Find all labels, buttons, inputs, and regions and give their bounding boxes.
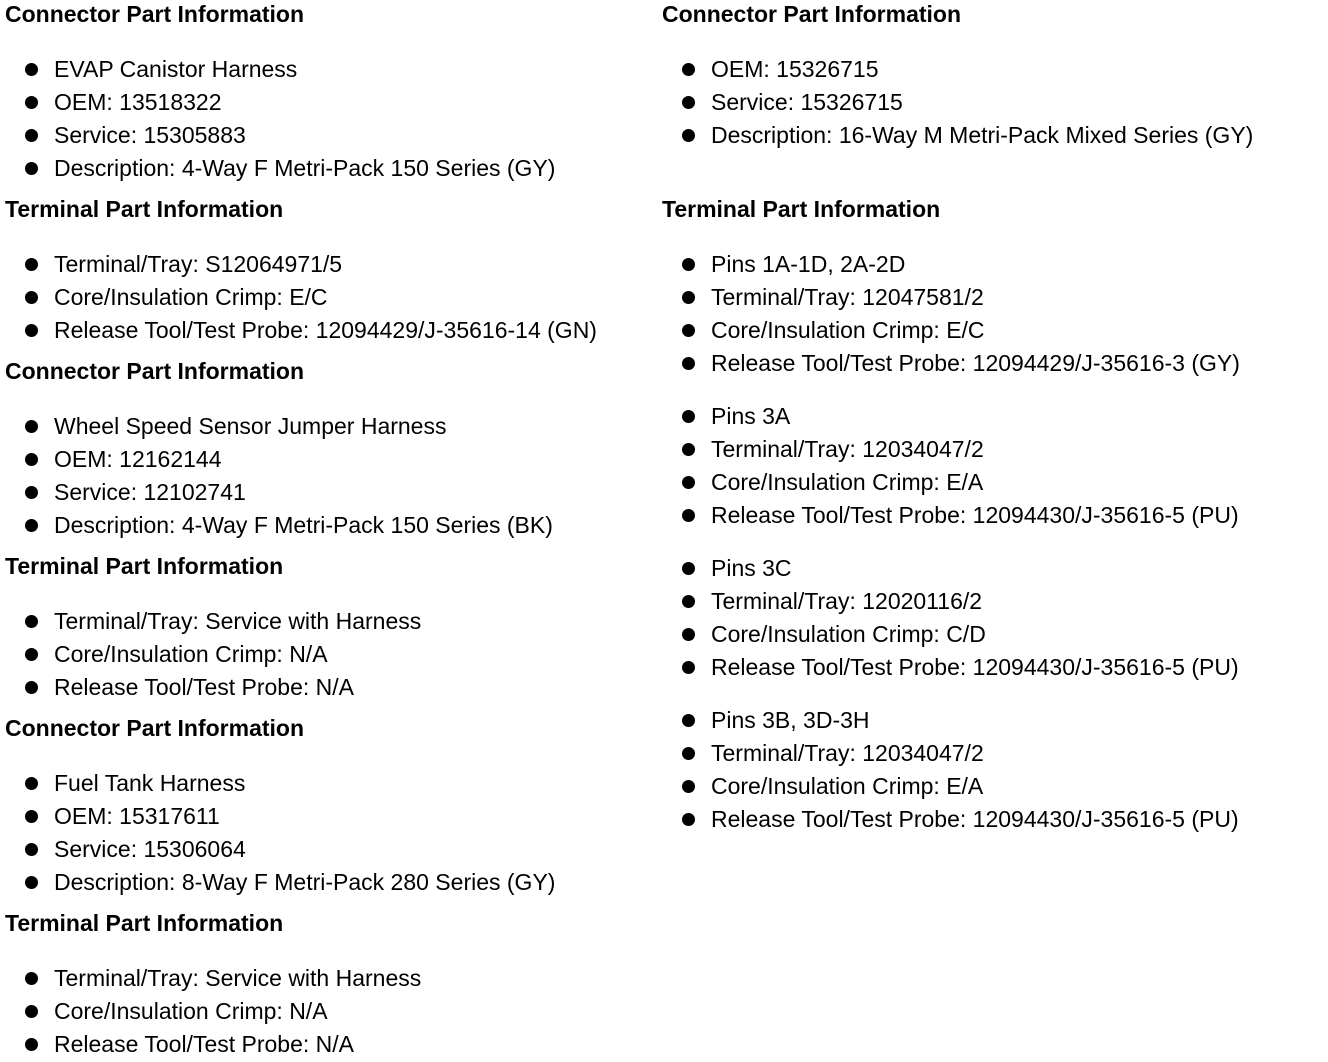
list-item: Core/Insulation Crimp: E/A [662,466,1322,499]
terminal-section-fuel-tank [5,909,665,1061]
bullet-list [5,962,665,1061]
bullet-list [5,248,665,347]
connector-section-fuel-tank [5,714,665,899]
list-item: Service: 12102741 [5,476,665,509]
list-item: Service: 15326715 [662,86,1322,119]
pin-group-list [662,400,1322,532]
list-item: EVAP Canistor Harness [5,53,665,86]
list-item: Release Tool/Test Probe: N/A [5,1028,665,1061]
terminal-section-evap [5,195,665,347]
section-heading: Terminal Part Information [5,196,284,222]
connector-section-evap [5,0,665,185]
list-item: Description: 8-Way F Metri-Pack 280 Series (GY) [5,866,665,899]
list-item: Description: 4-Way F Metri-Pack 150 Series (GY) [5,152,665,185]
list-item: Release Tool/Test Probe: 12094429/J-35616-3 (GY) [662,347,1322,380]
list-item: OEM: 12162144 [5,443,665,476]
pin-group-list [662,552,1322,684]
list-item: Service: 15306064 [5,833,665,866]
list-item: Release Tool/Test Probe: 12094429/J-35616-14 (GN) [5,314,665,347]
list-item: Terminal/Tray: S12064971/5 [5,248,665,281]
section-heading: Terminal Part Information [5,910,284,936]
list-item: Release Tool/Test Probe: 12094430/J-35616-5 (PU) [662,651,1322,684]
connector-section-16-way [662,0,1322,152]
list-item: Release Tool/Test Probe: 12094430/J-35616-5 (PU) [662,499,1322,532]
section-heading: Terminal Part Information [662,196,941,222]
list-item: Terminal/Tray: 12034047/2 [662,737,1322,770]
left-column [5,0,665,1061]
section-heading: Connector Part Information [5,1,305,27]
list-item: Release Tool/Test Probe: 12094430/J-35616-5 (PU) [662,803,1322,836]
bullet-list [5,53,665,185]
list-item: Pins 3B, 3D-3H [662,704,1322,737]
list-item: Terminal/Tray: Service with Harness [5,962,665,995]
list-item: Release Tool/Test Probe: N/A [5,671,665,704]
pin-group-list [662,704,1322,836]
list-item: OEM: 15317611 [5,800,665,833]
section-heading: Terminal Part Information [5,553,284,579]
list-item: Core/Insulation Crimp: E/C [5,281,665,314]
bullet-list [662,53,1322,152]
list-item: Core/Insulation Crimp: C/D [662,618,1322,651]
list-item: Core/Insulation Crimp: E/C [662,314,1322,347]
list-item: Terminal/Tray: 12034047/2 [662,433,1322,466]
list-item: Terminal/Tray: Service with Harness [5,605,665,638]
list-item: OEM: 15326715 [662,53,1322,86]
list-item: OEM: 13518322 [5,86,665,119]
list-item: Pins 3A [662,400,1322,433]
bullet-list [5,410,665,542]
list-item: Core/Insulation Crimp: E/A [662,770,1322,803]
list-item: Fuel Tank Harness [5,767,665,800]
list-item: Core/Insulation Crimp: N/A [5,995,665,1028]
terminal-section-16-way [662,195,1322,836]
right-column [662,0,1322,836]
section-heading: Connector Part Information [5,715,305,741]
list-item: Pins 3C [662,552,1322,585]
list-item: Service: 15305883 [5,119,665,152]
pin-group-list [662,248,1322,380]
section-heading: Connector Part Information [662,1,962,27]
list-item: Terminal/Tray: 12020116/2 [662,585,1322,618]
list-item: Description: 16-Way M Metri-Pack Mixed Series (GY) [662,119,1322,152]
terminal-section-wheel-speed [5,552,665,704]
list-item: Pins 1A-1D, 2A-2D [662,248,1322,281]
section-heading: Connector Part Information [5,358,305,384]
bullet-list [5,767,665,899]
list-item: Core/Insulation Crimp: N/A [5,638,665,671]
bullet-list [5,605,665,704]
list-item: Wheel Speed Sensor Jumper Harness [5,410,665,443]
list-item: Description: 4-Way F Metri-Pack 150 Series (BK) [5,509,665,542]
connector-section-wheel-speed [5,357,665,542]
list-item: Terminal/Tray: 12047581/2 [662,281,1322,314]
